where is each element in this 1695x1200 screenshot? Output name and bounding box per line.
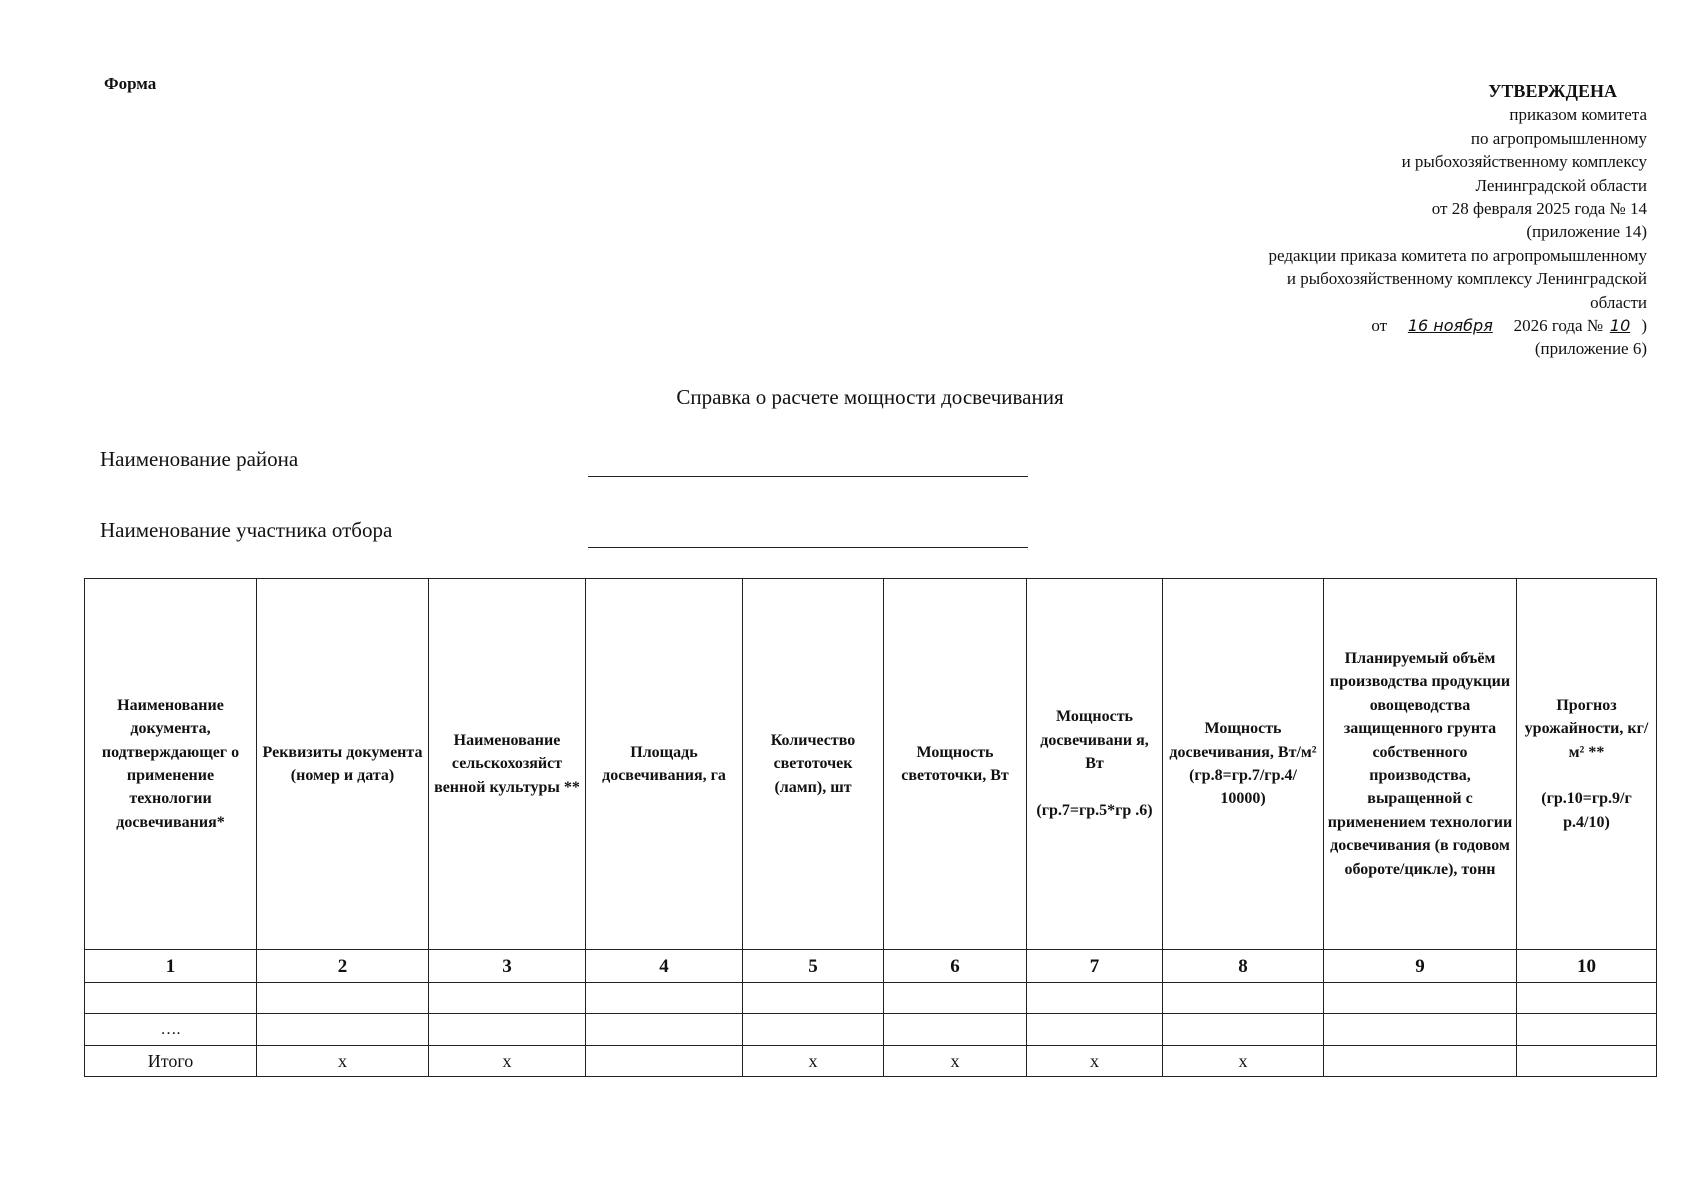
table-cell[interactable] (429, 1014, 586, 1046)
page-title: Справка о расчете мощности досвечивания (676, 385, 1064, 409)
table-cell[interactable] (1027, 983, 1163, 1014)
handwritten-date: 16 ноября (1407, 316, 1493, 336)
total-cell[interactable] (1517, 1046, 1657, 1077)
district-input-line[interactable] (588, 476, 1028, 477)
table-cell[interactable] (1163, 1014, 1324, 1046)
table-cell[interactable] (1163, 983, 1324, 1014)
table-cell[interactable] (586, 1014, 743, 1046)
date-prefix: от (1371, 316, 1388, 336)
header-cell: Площадь досвечивания, га (586, 579, 743, 950)
approval-heading: УТВЕРЖДЕНА (1488, 81, 1617, 101)
approval-date-line (1087, 314, 1647, 337)
table-cell[interactable] (1517, 1014, 1657, 1046)
table-row (85, 983, 1657, 1014)
table-cell[interactable] (429, 983, 586, 1014)
header-cell: Мощность досвечивани я, Вт (гр.7=гр.5*гр .6) (1027, 579, 1163, 950)
total-label: Итого (85, 1046, 257, 1077)
header-cell: Мощность досвечивания, Вт/м² (гр.8=гр.7/гр.4/ 10000) (1163, 579, 1324, 950)
total-cell[interactable] (1324, 1046, 1517, 1077)
column-number: 4 (586, 950, 743, 983)
table-cell[interactable] (743, 983, 884, 1014)
column-number: 2 (257, 950, 429, 983)
table-cell[interactable] (1324, 983, 1517, 1014)
calculation-table (84, 578, 1657, 1077)
header-cell: Планируемый объём производства продукции овощеводства защищенного грунта собственного производства, выращенной с применением технологии досвечивания (в годовом обороте/цикле), тонн (1324, 579, 1517, 950)
participant-label: Наименование участника отбора (100, 518, 393, 542)
close-paren: ) (1641, 316, 1647, 336)
district-label: Наименование района (100, 447, 299, 471)
table-cell[interactable] (1027, 1014, 1163, 1046)
column-number: 5 (743, 950, 884, 983)
table-cell[interactable] (1324, 1014, 1517, 1046)
approval-block (1087, 80, 1647, 361)
total-cell: х (884, 1046, 1027, 1077)
header-cell: Прогноз урожайности, кг/м² ** (гр.10=гр.9/г р.4/10) (1517, 579, 1657, 950)
table-cell[interactable] (257, 1014, 429, 1046)
column-number: 9 (1324, 950, 1517, 983)
column-number: 8 (1163, 950, 1324, 983)
handwritten-number: 10 (1609, 316, 1631, 336)
total-row (85, 1046, 1657, 1077)
table-cell[interactable] (85, 983, 257, 1014)
form-label: Форма (104, 74, 157, 93)
year-text: 2026 года № (1513, 316, 1604, 336)
table-cell[interactable] (743, 1014, 884, 1046)
total-cell: х (743, 1046, 884, 1077)
header-cell: Количество светоточек (ламп), шт (743, 579, 884, 950)
header-cell: Мощность светоточки, Вт (884, 579, 1027, 950)
approval-text: приказом комитета по агропромышленному и рыбохозяйственному комплексу Ленинградской области от 28 февраля 2025 года № 14 (приложение 14) редакции приказа комитета по агропромышленному и рыбохозяйственному комплексу Ленинградской области (1268, 105, 1647, 312)
total-cell: х (429, 1046, 586, 1077)
total-cell: х (1027, 1046, 1163, 1077)
column-number: 1 (85, 950, 257, 983)
ellipsis-cell: …. (85, 1014, 257, 1046)
header-row (85, 579, 1657, 950)
table-row (85, 1014, 1657, 1046)
column-number: 6 (884, 950, 1027, 983)
table-cell[interactable] (1517, 983, 1657, 1014)
column-number: 3 (429, 950, 586, 983)
total-cell: х (1163, 1046, 1324, 1077)
column-number: 10 (1517, 950, 1657, 983)
table-cell[interactable] (257, 983, 429, 1014)
column-number-row (85, 950, 1657, 983)
approval-appendix: (приложение 6) (1534, 339, 1647, 359)
participant-input-line[interactable] (588, 547, 1028, 548)
header-cell: Реквизиты документа (номер и дата) (257, 579, 429, 950)
table-cell[interactable] (884, 983, 1027, 1014)
column-number: 7 (1027, 950, 1163, 983)
table-cell[interactable] (884, 1014, 1027, 1046)
header-cell: Наименование документа, подтверждающег о применение технологии досвечивания* (85, 579, 257, 950)
header-cell: Наименование сельскохозяйст венной культуры ** (429, 579, 586, 950)
total-cell: х (257, 1046, 429, 1077)
total-cell[interactable] (586, 1046, 743, 1077)
table-cell[interactable] (586, 983, 743, 1014)
